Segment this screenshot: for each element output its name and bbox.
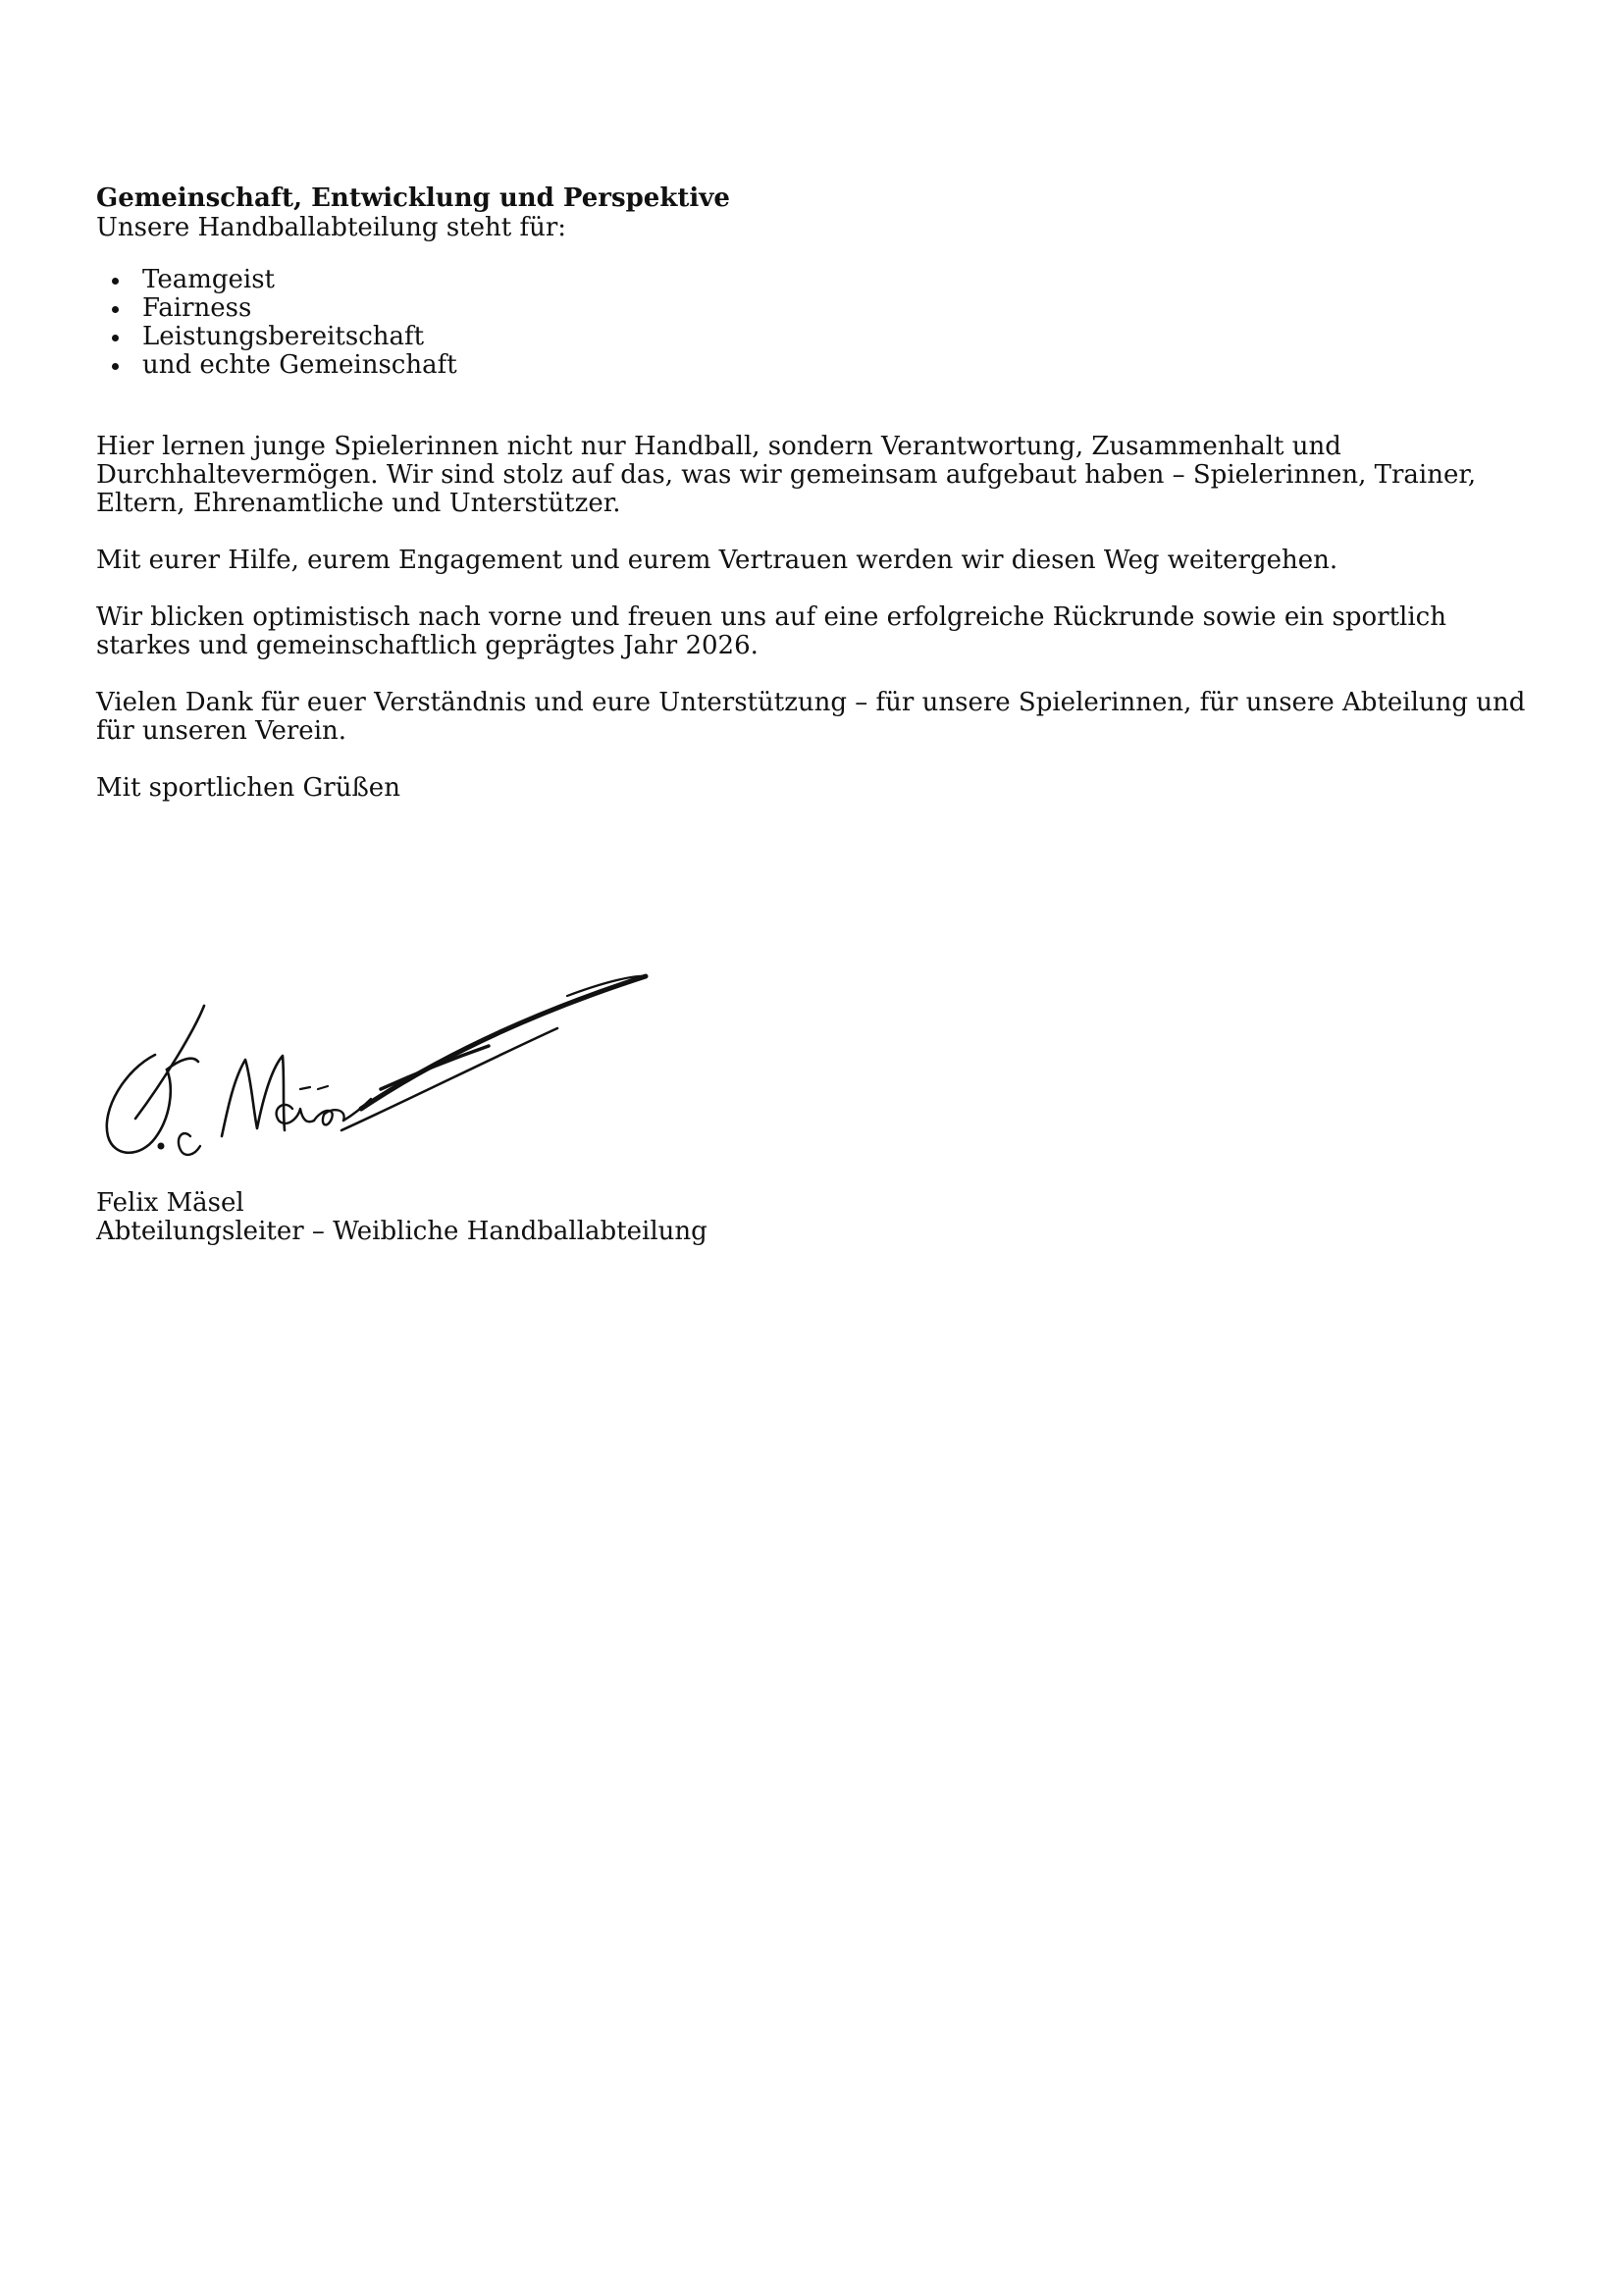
signature-stroke [179,1133,200,1155]
signature-stroke [318,1086,328,1089]
signature-stroke [107,1055,171,1153]
bullet-icon [112,363,119,370]
intro-text: Unsere Handballabteilung steht für: [96,213,567,242]
list-item-label: und echte Gemeinschaft [142,350,457,380]
closing-salutation: Mit sportlichen Grüßen [96,773,400,803]
document-body [96,183,1539,803]
page-title: Gemeinschaft, Entwicklung und Perspektive [96,183,730,213]
signature-dot [158,1143,165,1150]
list-item-label: Leistungsbereitschaft [142,322,425,351]
paragraph: Vielen Dank für euer Verständnis und eure Unterstützung – für unsere Spielerinnen, für unsere Abteilung und für unseren Verein. [96,688,1526,746]
list-item-label: Fairness [142,293,252,323]
bullet-icon [112,278,119,285]
signature-stroke [222,1056,285,1136]
bullet-icon [112,335,119,341]
list-item [96,323,1539,351]
signature-stroke [361,976,646,1109]
bullet-icon [112,306,119,313]
paragraph: Wir blicken optimistisch nach vorne und freuen uns auf eine erfolgreiche Rückrunde sowie ein sportlich starkes und gemeinschaftlich geprägtes Jahr 2026. [96,602,1446,660]
list-item-label: Teamgeist [142,265,276,294]
signature-stroke [300,1087,310,1089]
signatory-role: Abteilungsleiter – Weibliche Handballabteilung [96,1217,707,1246]
list-item [96,294,1539,323]
handwritten-signature [96,962,665,1182]
signature-stroke [341,1028,557,1130]
values-list [96,266,1539,380]
signature-stroke [314,1110,344,1124]
paragraph: Mit eurer Hilfe, eurem Engagement und eurem Vertrauen werden wir diesen Weg weitergehen. [96,546,1338,575]
paragraph: Hier lernen junge Spielerinnen nicht nur Handball, sondern Verantwortung, Zusammenhalt und Durchhaltevermögen. Wir sind stolz auf das, was wir gemeinsam aufgebaut haben – Spielerinnen, Trainer, Eltern, Ehrenamtliche und Unterstützer. [96,432,1477,518]
signatory-name: Felix Mäsel [96,1188,244,1218]
signature-stroke [277,1105,314,1123]
list-item [96,351,1539,380]
list-item [96,266,1539,294]
